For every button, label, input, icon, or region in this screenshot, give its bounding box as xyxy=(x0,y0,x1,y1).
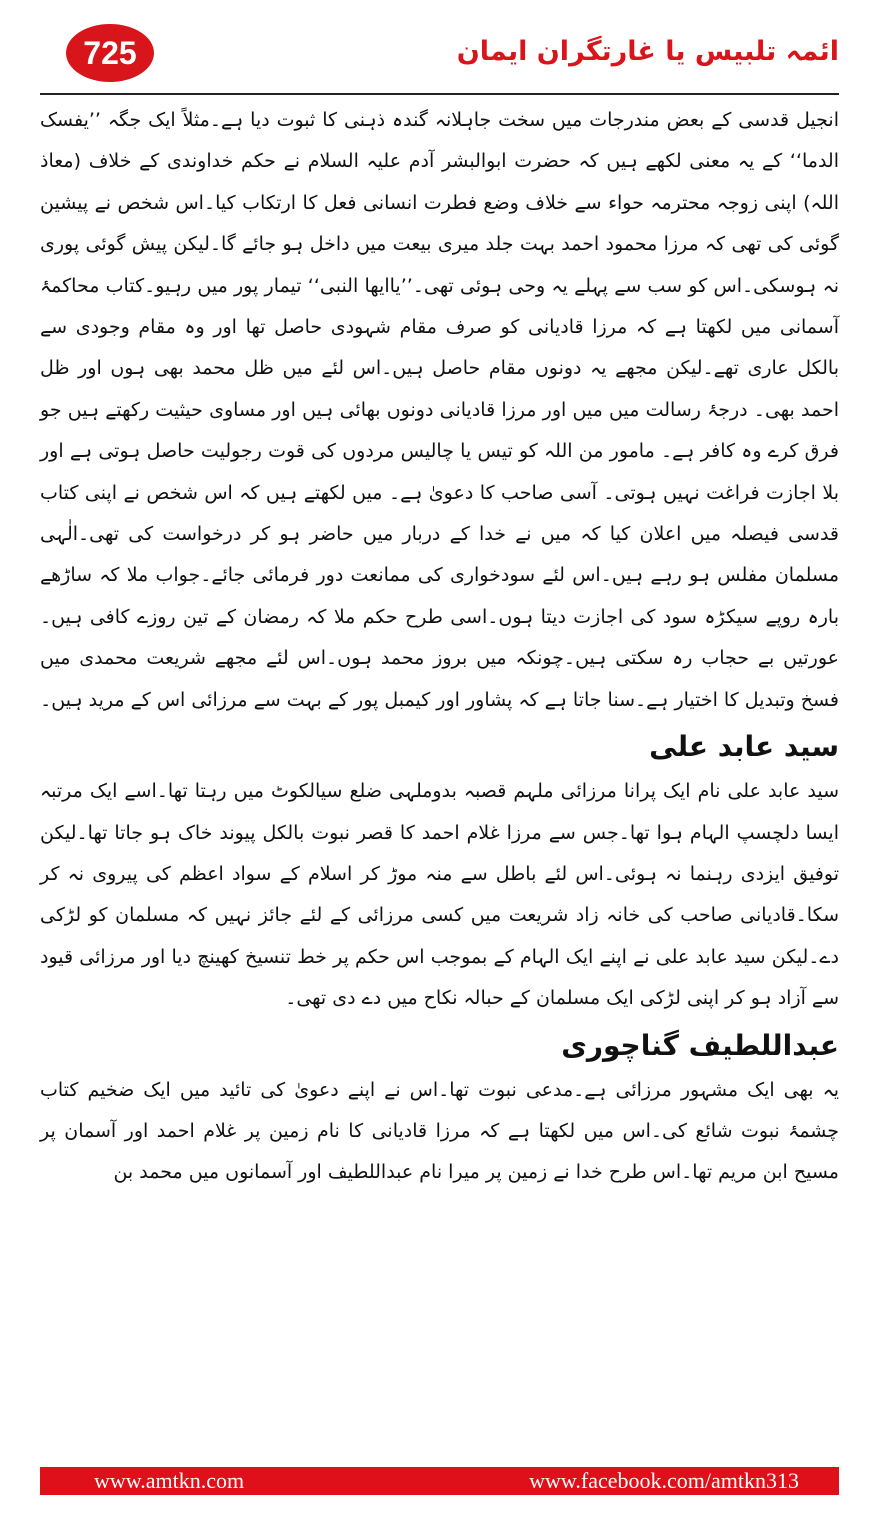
header-divider xyxy=(40,93,839,95)
book-title: ائمہ تلبیس یا غارتگران ایمان xyxy=(456,36,839,67)
footer-facebook[interactable]: www.facebook.com/amtkn313 xyxy=(529,1468,799,1493)
footer-bar xyxy=(40,1467,839,1495)
page-number-badge xyxy=(66,24,154,82)
section-heading-2: عبداللطیف گناچوری xyxy=(561,1028,839,1062)
section-heading-1: سید عابد علی xyxy=(649,730,839,764)
page-header xyxy=(40,12,839,82)
paragraph-2: سید عابد علی نام ایک پرانا مرزائی ملہم قصبہ بدوملہی ضلع سیالکوٹ میں رہتا تھا۔اسے ایک مرتبہ ایسا دلچسپ الہام ہوا تھا۔جس سے مرزا غلام احمد کا قصر نبوت بالکل پیوند خاک ہو جاتا تھا۔لیکن توفیق ایزدی رہنما نہ ہوئی۔اس لئے باطل سے منہ موڑ کر اسلام کے سواد اعظم کی پیروی نہ کر سکا۔قادیانی صاحب کی خانہ زاد شریعت میں کسی مرزائی کے لئے جائز نہیں کہ مسلمان کو لڑکی دے۔لیکن سید عابد علی نے اپنے ایک الہام کے بموجب اس حکم پر خط تنسیخ کھینچ دیا اور مرزائی قیود سے آزاد ہو کر اپنی لڑکی ایک مسلمان کے حبالہ نکاح میں دے دی تھی۔ xyxy=(40,780,839,1010)
page-content xyxy=(40,100,839,1194)
page-number: 725 xyxy=(83,34,137,71)
paragraph-3: یہ بھی ایک مشہور مرزائی ہے۔مدعی نبوت تھا۔اس نے اپنے دعویٰ کی تائید میں ایک ضخیم کتاب چشمۂ نبوت شائع کی۔اس میں لکھتا ہے کہ مرزا قادیانی کا نام زمین پر غلام احمد اور آسمان پر مسیح ابن مریم تھا۔اس طرح خدا نے زمین پر میرا نام عبداللطیف اور آسمانوں میں محمد بن xyxy=(40,1078,839,1184)
footer-website[interactable]: www.amtkn.com xyxy=(94,1468,245,1493)
paragraph-1: انجیل قدسی کے بعض مندرجات میں سخت جاہلانہ گندہ ذہنی کا ثبوت دیا ہے۔مثلاً ایک جگہ ’’یفسک الدما‘‘ کے یہ معنی لکھے ہیں کہ حضرت ابوالبشر آدم علیہ السلام نے حکم خداوندی کے خلاف (معاذ اللہ) اپنی زوجہ محترمہ حواء سے خلاف وضع فطرت انسانی فعل کا ارتکاب کیا۔اس شخص نے پیشین گوئی کی تھی کہ مرزا محمود احمد بہت جلد میری بیعت میں داخل ہو جائے گا۔لیکن پیش گوئی پوری نہ ہوسکی۔اس کو سب سے پہلے یہ وحی ہوئی تھی۔’’یاایھا النبی‘‘ تیمار پور میں رہیو۔کتاب محاکمۂ آسمانی میں لکھتا ہے کہ مرزا قادیانی کو صرف مقام شہودی حاصل تھا اور وہ مقام وجودی سے بالکل عاری تھے۔لیکن مجھے یہ دونوں مقام حاصل ہیں۔اس لئے میں ظل محمد بھی ہوں اور ظل احمد بھی۔ درجۂ رسالت میں میں اور مرزا قادیانی دونوں بھائی ہیں اور مساوی حیثیت رکھتے ہیں جو فرق کرے وہ کافر ہے۔ مامور من اللہ کو تیس یا چالیس مردوں کی قوت رجولیت حاصل ہوتی ہے اور بلا اجازت فراغت نہیں ہوتی۔ آسی صاحب کا دعویٰ ہے۔ میں لکھتے ہیں کہ اس شخص نے اپنی کتاب قدسی فیصلہ میں اعلان کیا کہ میں نے خدا کے دربار میں حاضر ہو کر درخواست کی تھی۔الٰہی مسلمان مفلس ہو رہے ہیں۔اس لئے سودخواری کی ممانعت دور فرمائی جائے۔جواب ملا کہ ساڑھے بارہ روپے سیکڑہ سود کی اجازت دیتا ہوں۔اسی طرح حکم ملا کہ رمضان کے تین روزے کافی ہیں۔عورتیں بے حجاب رہ سکتی ہیں۔چونکہ میں بروز محمد ہوں۔اس لئے مجھے شریعت محمدی میں فسخ وتبدیل کا اختیار ہے۔سنا جاتا ہے کہ پشاور اور کیمبل پور کے بہت سے مرزائی اس کے مرید ہیں۔ xyxy=(40,109,839,711)
